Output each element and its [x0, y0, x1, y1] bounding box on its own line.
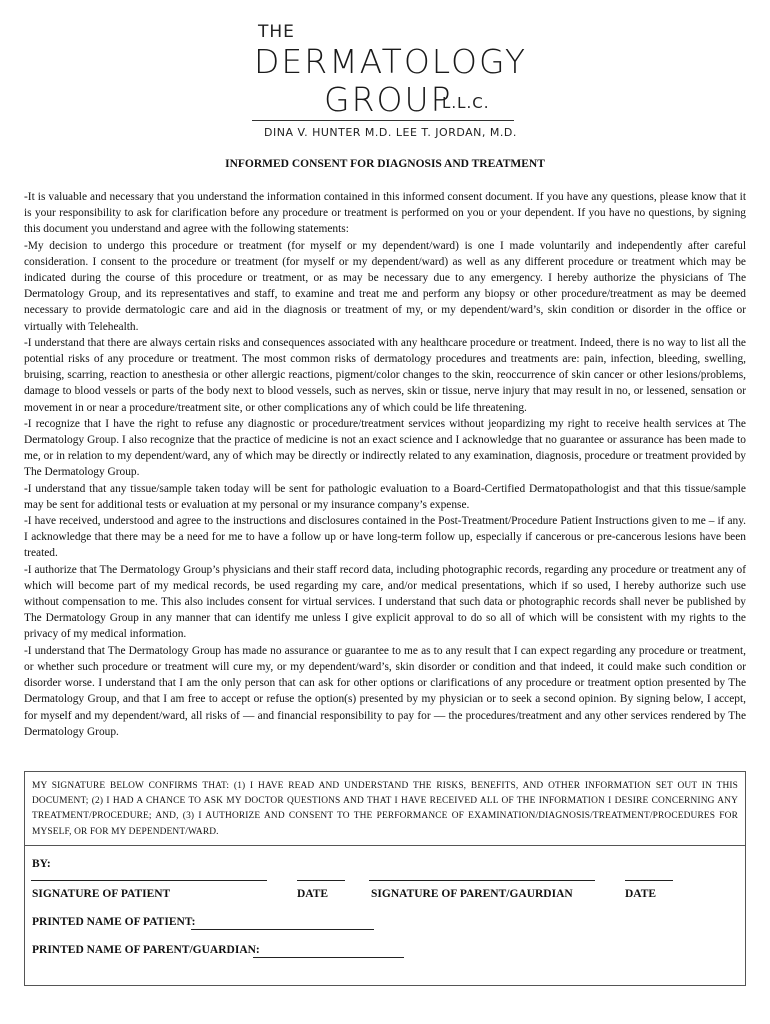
by-label: BY:	[32, 858, 51, 870]
patient-signature-line[interactable]	[31, 880, 267, 881]
consent-paragraph: -I authorize that The Dermatology Group’s physicians and their staff record data, including photographic records, regarding any procedure or treatment any of which will become part of my medical records, be used regarding my care, and/or medical presentations, which if so used, I hereby authorize such use without compensation to me. This also includes consent for virtual services. I understand that such data or photographic records shall never be published by The Dermatology Group in any manner that can identify me unless I give explicit approval to do so all of which will be consistent with my rights to the privacy of my medical information.	[24, 563, 746, 641]
logo-doctors: DINA V. HUNTER M.D. LEE T. JORDAN, M.D.	[264, 126, 517, 139]
printed-name-patient-label: PRINTED NAME OF PATIENT:	[32, 916, 196, 928]
signature-box	[24, 771, 746, 986]
logo-group: GROUP	[324, 80, 453, 119]
date-label-parent: DATE	[625, 888, 657, 900]
signature-of-patient-label: SIGNATURE OF PATIENT	[32, 888, 171, 900]
box-divider	[25, 845, 745, 846]
signature-statement: MY SIGNATURE BELOW CONFIRMS THAT: (1) I HAVE READ AND UNDERSTAND THE RISKS, BENEFITS, AND OTHER INFORMATION SET OUT IN THIS DOCUMENT; (2) I HAD A CHANCE TO ASK MY DOCTOR QUESTIONS AND THAT I HAVE RECEIVED ALL OF THE INFORMATION I DESIRE CONCERNING ANY TREATMENT/PROCEDURE; AND, (3) I AUTHORIZE AND CONSENT TO THE PERFORMANCE OF EXAMINATION/DIAGNOSIS/TREATMENT/PROCEDURES FOR MYSELF, OR FOR MY DEPENDENT/WARD.	[32, 781, 738, 837]
practice-logo	[252, 18, 528, 148]
logo-divider	[252, 120, 514, 121]
logo-llc: L.L.C.	[442, 94, 490, 112]
signature-of-parent-label: SIGNATURE OF PARENT/GAURDIAN	[371, 888, 573, 900]
consent-paragraph: -I recognize that I have the right to refuse any diagnostic or procedure/treatment services without jeopardizing my right to receive health services at The Dermatology Group. I also recognize that the practice of medicine is not an exact science and I acknowledge that no guarantee or assurance has been made to me, or in relation to my dependent/ward, any of which may be directly or indirectly related to any examination, diagnosis, procedure or treatment provided by The Dermatology Group.	[24, 417, 746, 479]
document-title: INFORMED CONSENT FOR DIAGNOSIS AND TREATMENT	[225, 158, 545, 170]
consent-paragraph: -It is valuable and necessary that you understand the information contained in this informed consent document. If you have any questions, please know that it is your responsibility to ask for clarification before any procedure or treatment is performed on you or your dependent. If you have no questions, by signing this document you understand and agree with the following statements:	[24, 191, 746, 236]
consent-paragraph: -I have received, understood and agree to the instructions and disclosures contained in the Post-Treatment/Procedure Patient Instructions given to me – if any. I acknowledge that there may be a need for me to have a follow up or have long-term follow up, especially if cancerous or pre-cancerous lesions have been treated.	[24, 515, 746, 560]
date-label: DATE	[297, 888, 329, 900]
consent-paragraph: -I understand that there are always certain risks and consequences associated with any healthcare procedure or treatment. Indeed, there is no way to list all the potential risks of any procedure or treatment. The most common risks of dermatology procedures and treatments are: pain, infection, bleeding, swelling, bruising, scarring, reaction to anesthesia or other allergic reactions, pigment/color changes to the skin, reoccurrence of skin cancer or other lesions/problems, damage to blood vessels or parts of the body next to blood vessels, such as nerves, skin or tissue, nerve injury that may result in no, or lessened, sensation or movement in or near a procedure/treatment site, or other complications any of which could be life threatening.	[24, 336, 746, 414]
printed-name-parent-line[interactable]	[253, 957, 404, 958]
consent-paragraph: -I understand that The Dermatology Group has made no assurance or guarantee to me as to any result that I can expect regarding any procedure or treatment, or whether such procedure or treatment will cure my, or my dependent/ward’s, skin disorder or condition and that indeed, it could make such condition or disorder worse. I understand that I am the only person that can ask for other options or clarifications of any procedure or treatment option presented by The Dermatology Group, and that I am free to accept or refuse the option(s) presented by my physician or to seek a second opinion. By signing below, I accept, for myself and my dependent/ward, all risks of — and financial responsibility to pay for — the procedures/treatment and any other services rendered by The Dermatology Group.	[24, 644, 746, 738]
consent-body	[24, 189, 746, 740]
parent-signature-line[interactable]	[369, 880, 595, 881]
printed-name-parent-label: PRINTED NAME OF PARENT/GUARDIAN:	[32, 944, 260, 956]
consent-paragraph: -My decision to undergo this procedure or treatment (for myself or my dependent/ward) is one I made voluntarily and independently after careful consideration. I consent to the procedure or treatment (for myself or my dependent/ward) as well as any different procedure or treatment which may be indicated during the course of this procedure or treatment, or as may be necessary due to any emergency. I hereby authorize the physicians of The Dermatology Group, and its representatives and staff, to examine and treat me and perform any biopsy or other procedure/treatment as may be deemed necessary to provide dermatologic care and aid in the diagnosis or treatment of my, or my dependent/ward’s, skin condition or disorder in the office or virtually with Telehealth.	[24, 239, 746, 333]
logo-dermatology: DERMATOLOGY	[254, 42, 528, 81]
parent-date-line[interactable]	[625, 880, 673, 881]
consent-paragraph: -I understand that any tissue/sample taken today will be sent for pathologic evaluation to a Board-Certified Dermatopathologist and that this tissue/sample may be sent for additional tests or evaluation at my personal or my insurance company’s expense.	[24, 482, 746, 511]
patient-date-line[interactable]	[297, 880, 345, 881]
printed-name-patient-line[interactable]	[191, 929, 374, 930]
logo-the: THE	[258, 22, 295, 42]
